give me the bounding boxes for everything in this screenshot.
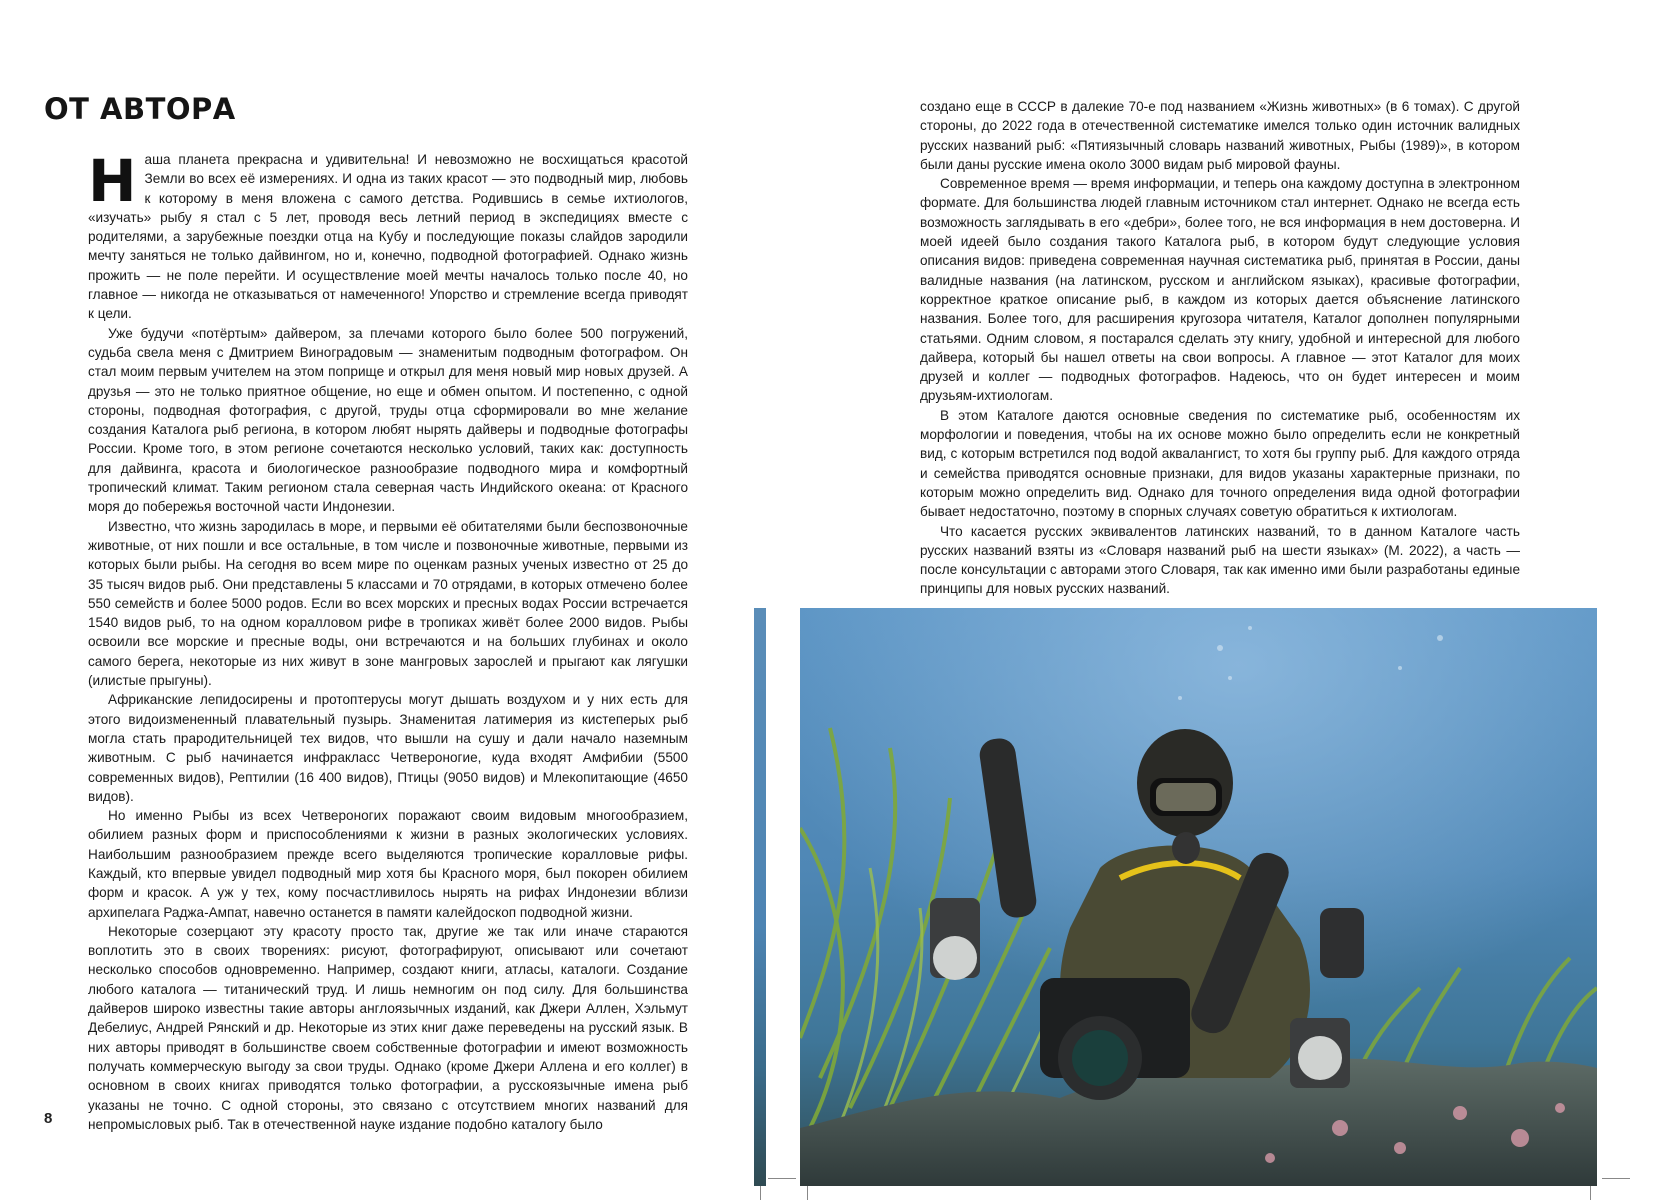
crop-mark xyxy=(760,1186,761,1200)
left-text-column xyxy=(88,147,688,1134)
paragraph: Африканские лепидосирены и протоптерусы могут дышать воздухом и у них есть для этого видоизмененный плавательный пузырь. Знаменитая латимерия из кистеперых рыб могла стать прародительницей тех видов, что вышли на сушу и дали начало наземным животным. С рыб начинается инфракласс Четвероногие, куда входят Амфибии (5500 современных видов), Рептилии (16 400 видов), Птицы (9050 видов) и Млекопитающие (4650 видов). xyxy=(88,692,688,804)
crop-mark xyxy=(1602,1178,1630,1179)
crop-mark xyxy=(768,1178,796,1179)
page-number: 8 xyxy=(44,1110,53,1127)
paragraph: Наша планета прекрасна и удивительна! И невозможно не восхищаться красотой Земли во всех её измерениях. И одна из таких красот — это подводный мир, любовь к которому в меня вложена с самого детства. Родившись в семье ихтиологов, «изучать» рыбу я стал с 5 лет, проводя весь летний период в экспедициях вместе с родителями, а зарубежные поездки отца на Кубу и последующие показы слайдов зародили мечту заняться не только дайвингом, но и, конечно, подводной фотографией. Однако жизнь прожить — не поле перейти. И осуществление моей мечты началось только после 40, но главное — никогда не отказываться от намеченного! Упорство и стремление всегда приводят к цели. xyxy=(88,147,688,322)
underwater-scene xyxy=(800,608,1597,1186)
dropcap: Н xyxy=(88,147,137,215)
right-text-column xyxy=(920,97,1520,599)
crop-mark xyxy=(1590,1186,1591,1200)
paragraph: В этом Каталоге даются основные сведения по систематике рыб, особенностям их морфологии и поведения, чтобы на их основе можно было определить если не конкретный вид, с которым встретился под водой аквалангист, то хотя бы группу рыб. Для каждого отряда и семейства приводятся основные признаки, для видов указаны характерные признаки, по которым можно определить вид. Однако для точного определения вида одной фотографии бывает недостаточно, поэтому в спорных случаях советую обратиться к ихтиологам. xyxy=(920,407,1520,520)
page-title: ОТ АВТОРА xyxy=(44,92,236,126)
diver-photo xyxy=(800,608,1597,1186)
paragraph: Уже будучи «потёртым» дайвером, за плечами которого было более 500 погружений, судьба свела меня с Дмитрием Виноградовым — знаменитым подводным фотографом. Он стал моим первым учителем на этом поприще и открыл для меня новый мир новых друзей. А друзья — это не только приятное общение, но еще и обмен опытом. И постепенно, с одной стороны, подводная фотография, с другой, труды отца сформировали во мне желание создания Каталога рыб региона, в котором любят нырять дайверы и подводные фотографы России. Кроме того, в этом регионе сочетаются несколько условий, таких как: доступность для дайвинга, красота и биологическое разнообразие подводного мира и комфортный тропический климат. Таким регионом стала северная часть Индийского океана: от Красного моря до побережья восточной части Индонезии. xyxy=(88,325,688,515)
crop-mark xyxy=(807,1186,808,1200)
paragraph: Современное время — время информации, и теперь она каждому доступна в электронном формате. Для большинства людей главным источником стал интернет. Однако не всегда есть возможность заглядывать в его «дебри», более того, не вся информация в нем достоверна. И моей идеей было создания такого Каталога рыб, в котором будут следующие условия описания видов: приведена современная научная систематика рыб, принятая в России, даны валидные названия (на латинском, русском и английском языках), красивые фотографии, корректное краткое описание рыб, в каждом из которых дается объяснение латинского названия. Более того, для расширения кругозора читателя, Каталог дополнен популярными статьями. Одним словом, я постарался сделать эту книгу, удобной и интересной для любого дайвера, который бы нашел ответы на свои вопросы. А главное — этот Каталог для моих друзей и коллег — подводных фотографов. Надеюсь, что он будет интересен и моим друзьям-ихтиологам. xyxy=(920,176,1520,404)
photo-bleed-strip xyxy=(754,608,766,1186)
paragraph: Что касается русских эквивалентов латинских названий, то в данном Каталоге часть русских названий взяты из «Словаря названий рыб на шести языках» (М. 2022), а часть — после консультации с авторами этого Словаря, так как именно ими были разработаны единые принципы для новых русских названий. xyxy=(920,523,1520,597)
paragraph: создано еще в СССР в далекие 70-е под названием «Жизнь животных» (в 6 томах). С другой стороны, до 2022 года в отечественной систематике имелся только один источник валидных русских названий рыб: «Пятиязычный словарь названий животных, Рыбы (1989)», в котором были даны русские имена около 3000 видам рыб мировой фауны. xyxy=(920,99,1520,172)
paragraph: Но именно Рыбы из всех Четвероногих поражают своим видовым многообразием, обилием разных форм и приспособлениями к жизни в разных экологических условиях. Наибольшим разнообразием прежде всего выделяются тропические коралловые рифы. Каждый, кто впервые увидел подводный мир хотя бы Красного моря, был покорен обилием форм и красок. А уж у тех, кому посчастливилось нырять на рифах Индонезии вблизи архипелага Раджа-Ампат, навечно останется в памяти калейдоскоп подводной жизни. xyxy=(88,808,688,920)
paragraph: Некоторые созерцают эту красоту просто так, другие же так или иначе стараются воплотить это в своих творениях: рисуют, фотографируют, описывают или сочетают несколько способов одновременно. Например, создают книги, атласы, каталоги. Создание любого каталога — титанический труд. И лишь немногим он под силу. Для большинства дайверов широко известны такие авторы англоязычных изданий, как Джери Аллен, Хэльмут Дебелиус, Андрей Рянский и др. Некоторые из этих книг даже переведены на русский язык. В них авторы приводят в большинстве своем собственные фотографии и имеют возможность получать коммерческую выгоду за свои труды. Однако (кроме Джери Аллена и его коллег) в основном в своих книгах приводятся только фотографии, а русскоязычные имена рыб указаны не точно. С одной стороны, это связано с отсутствием многих названий для непромысловых рыб. Так в отечественной науке издание подобно каталогу было xyxy=(88,923,688,1132)
paragraph: Известно, что жизнь зародилась в море, и первыми её обитателями были беспозвоночные животные, от них пошли и все остальные, в том числе и позвоночные животные, первыми из которых были рыбы. На сегодня во всем мире по оценкам разных ученых известно от 25 до 35 тысяч видов рыб. Они представлены 5 классами и 70 отрядами, в которых отмечено более 550 семейств и более 5000 родов. Если во всех морских и пресных водах России встречается 1540 видов рыб, то на одном коралловом рифе в тропиках живёт более 2000 видов. Рыбы освоили все морские и пресные воды, они встречаются и на больших глубинах и около самого берега, некоторые из них живут в зоне мангровых зарослей и прыгают как лягушки (илистые прыгуны). xyxy=(88,518,688,689)
